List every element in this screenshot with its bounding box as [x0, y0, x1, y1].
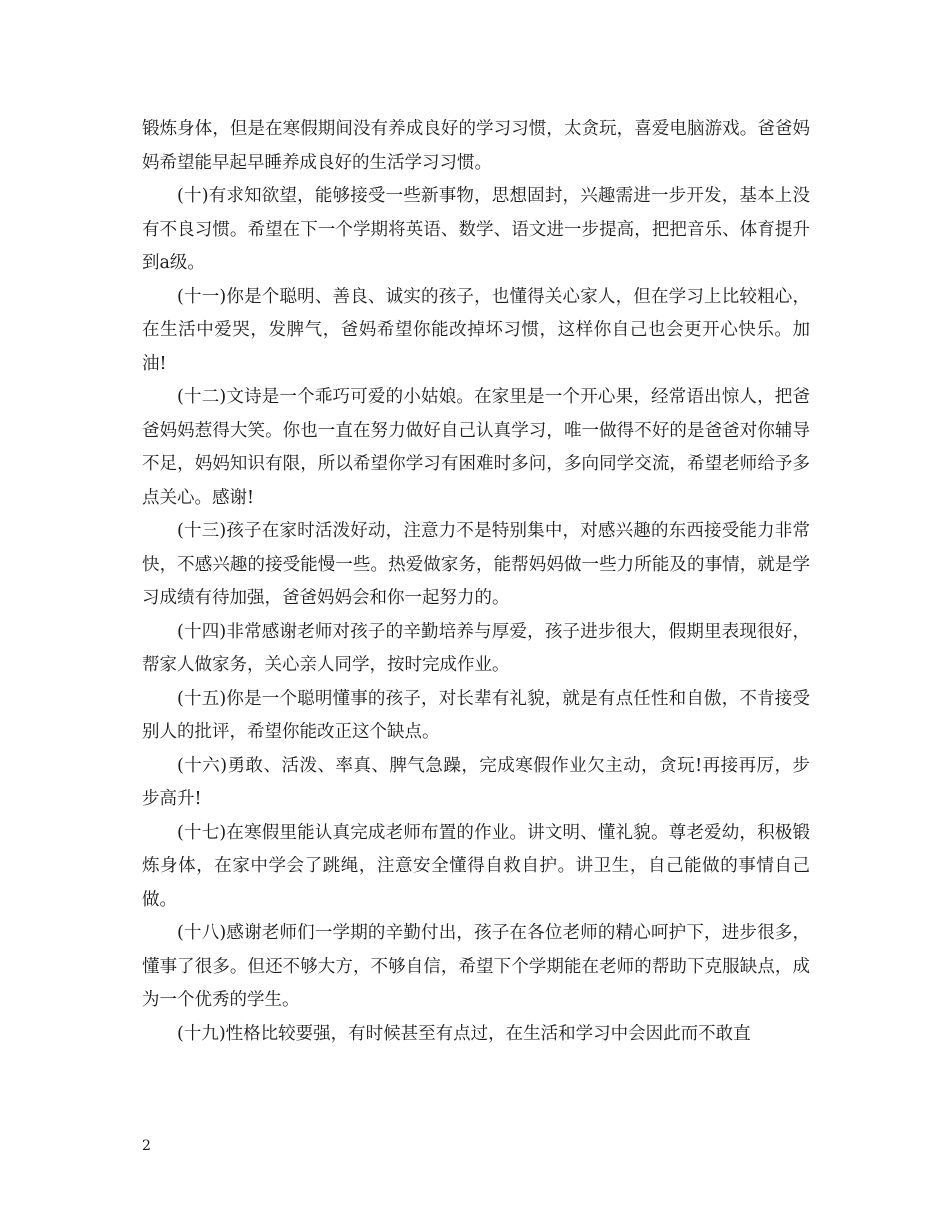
paragraph: (十五)你是一个聪明懂事的孩子，对长辈有礼貌，就是有点任性和自傲，不肯接受别人的批评，希望你能改正这个缺点。 [142, 688, 810, 742]
paragraph: (十六)勇敢、活泼、率真、脾气急躁，完成寒假作业欠主动，贪玩!再接再厉，步步高升! [142, 755, 810, 809]
document-body [142, 113, 810, 1051]
paragraph: (十八)感谢老师们一学期的辛勤付出，孩子在各位老师的精心呵护下，进步很多，懂事了很多。但还不够大方，不够自信，希望下个学期能在老师的帮助下克服缺点，成为一个优秀的学生。 [142, 923, 810, 1010]
paragraph: (十四)非常感谢老师对孩子的辛勤培养与厚爱，孩子进步很大，假期里表现很好，帮家人做家务，关心亲人同学，按时完成作业。 [142, 621, 810, 675]
paragraph: (十三)孩子在家时活泼好动，注意力不是特别集中，对感兴趣的东西接受能力非常快，不感兴趣的接受能慢一些。热爱做家务，能帮妈妈做一些力所能及的事情，就是学习成绩有待加强，爸爸妈妈会和你一起努力的。 [142, 521, 810, 608]
paragraph: (十)有求知欲望，能够接受一些新事物，思想固封，兴趣需进一步开发，基本上没有不良习惯。希望在下一个学期将英语、数学、语文进一步提高，把把音乐、体育提升到a级。 [142, 186, 810, 273]
page-number: 2 [142, 1138, 151, 1154]
paragraph: (十一)你是个聪明、善良、诚实的孩子，也懂得关心家人，但在学习上比较粗心，在生活中爱哭，发脾气，爸妈希望你能改掉坏习惯，这样你自己也会更开心快乐。加油! [142, 286, 810, 374]
paragraph: 锻炼身体，但是在寒假期间没有养成良好的学习习惯，太贪玩，喜爱电脑游戏。爸爸妈妈希望能早起早睡养成良好的生活学习习惯。 [142, 119, 810, 173]
paragraph: (十二)文诗是一个乖巧可爱的小姑娘。在家里是一个开心果，经常语出惊人，把爸爸妈妈惹得大笑。你也一直在努力做好自己认真学习，唯一做得不好的是爸爸对你辅导不足，妈妈知识有限，所以希望你学习有困难时多问，多向同学交流，希望老师给予多点关心。感谢! [142, 387, 810, 508]
paragraph: (十七)在寒假里能认真完成老师布置的作业。讲文明、懂礼貌。尊老爱幼，积极锻炼身体，在家中学会了跳绳，注意安全懂得自救自护。讲卫生，自己能做的事情自己做。 [142, 822, 810, 910]
paragraph: (十九)性格比较要强，有时候甚至有点过，在生活和学习中会因此而不敢直 [177, 1023, 751, 1044]
